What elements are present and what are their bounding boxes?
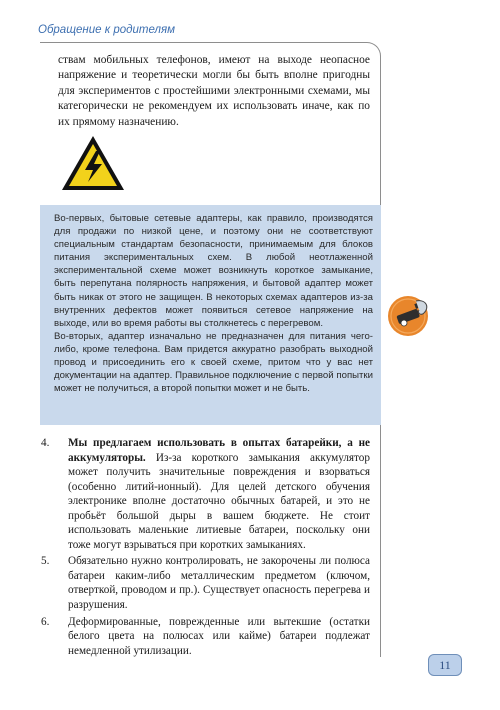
numbered-list	[40, 436, 370, 660]
high-voltage-warning-icon	[60, 134, 126, 192]
list-text	[68, 436, 370, 552]
note-paragraph-1: Во-первых, бытовые сетевые адаптеры, как правило, производятся для продажи по низкой цене, и поэтому они не соответствуют специальным стандартам безопасности, принимаемым для блоков питания экспериментальных схем. В любой неотлаженной экспериментальной схеме может возникнуть короткое замыкание, быть перепутана полярность напряжения, и бытовой адаптер может быть никак от этого не защищен. В некоторых схемах адаптеров из-за внутренних дефектов может появиться сетевое напряжение на выходе, или во время работы вы столкнетесь с перегревом.	[54, 213, 373, 329]
note-box	[40, 205, 381, 425]
list-number: 4.	[41, 437, 50, 449]
list-item	[40, 436, 370, 552]
list-item-body: Из-за короткого замыкания аккумулятор может получить значительные повреждения и взорваться (особенно литий-ионный). Для целей детского обучения электронике вполне достаточно обычных батарей, и это не пробьёт большой дыры в вашем бюджете. Не стоит использовать маленькие литиевые батареи, поскольку они тоже могут взрываться при коротких замыканиях.	[68, 451, 370, 551]
list-number: 6.	[41, 615, 50, 628]
intro-paragraph: ствам мобильных телефонов, имеют на выходе неопасное напряжение и теоретически могли бы быть вполне пригодны для экспериментов с простейшими электронными схемами, мы категорически не рекомендуем их использовать иначе, как по их прямому назначению.	[58, 54, 370, 128]
list-number: 5.	[41, 555, 50, 568]
list-item-body: Обязательно нужно контролировать, не закорочены ли полюса батареи каким-либо металлическим предметом (ключом, отверткой, проводом и пр.). Существует опасность перегрева и разрушения.	[68, 555, 370, 612]
page-number: 11	[428, 654, 462, 676]
list-item	[40, 554, 370, 612]
list-item-bold: Мы предлагаем использовать в опытах батарейки, а не аккумуляторы.	[68, 437, 370, 464]
battery-pointer-icon	[386, 293, 432, 339]
note-paragraph-2: Во-вторых, адаптер изначально не предназначен для питания чего-либо, кроме телефона. Вам придется аккуратно разобрать выходной провод и присоединить его к своей схеме, притом что у вас нет документации на адаптер. Правильное подключение с первой попытки может не получиться, а второй попытки может и не быть.	[54, 330, 373, 395]
list-item-body: Деформированные, поврежденные или вытекшие (остатки белого цвета на полюсах или кайме) батареи подлежат немедленной утилизации.	[68, 615, 370, 657]
list-item	[40, 615, 370, 659]
running-header: Обращение к родителям	[38, 24, 175, 36]
